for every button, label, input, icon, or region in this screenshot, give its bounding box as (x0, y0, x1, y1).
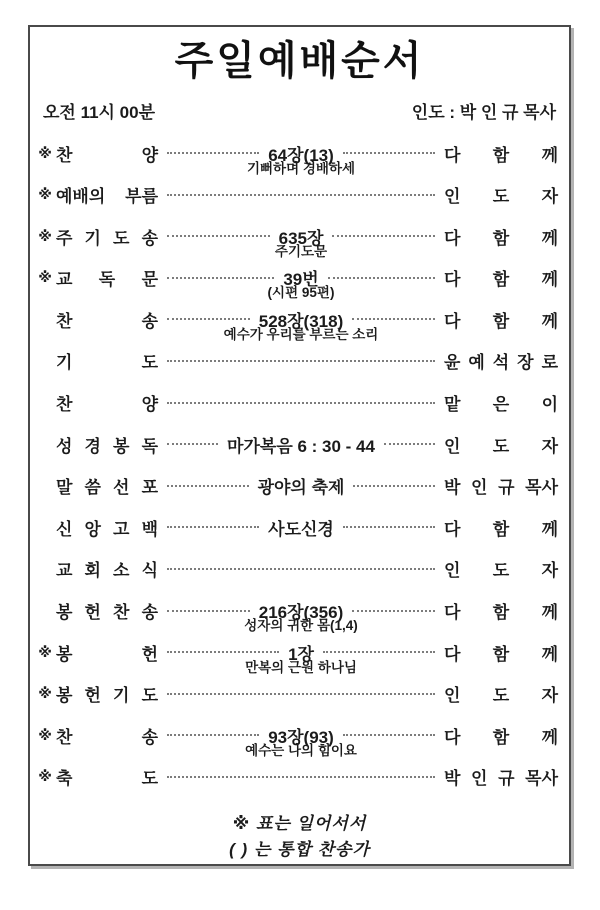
dotted-leader (352, 600, 435, 612)
service-item-label: 찬 양 (56, 145, 158, 165)
bulletin-header (30, 99, 569, 121)
hymn-title: 기뻐하며 경배하세 (246, 160, 356, 176)
hymn-number: 93장(93) (268, 727, 334, 747)
service-row-benediction (34, 765, 558, 789)
hymn-title: 성자의 귀한 몸(1,4) (244, 618, 358, 634)
dotted-leader (167, 766, 435, 778)
hymn-title: 예수는 나의 힘이요 (245, 742, 357, 758)
service-item-person: 인 도 자 (444, 686, 558, 706)
service-row-offering-prayer (34, 682, 558, 706)
hymn-number: 216장(356) (258, 603, 344, 623)
service-item-person: 다 함 께 (444, 228, 559, 248)
service-row-responsive-reading (34, 266, 558, 301)
service-item-person: 다 함 께 (444, 603, 559, 623)
service-leader: 인도 : 박 인 규 목사 (411, 102, 556, 122)
service-row-call-to-worship (34, 183, 558, 207)
dotted-leader (167, 350, 435, 362)
hymn-number: 528장(318) (258, 311, 344, 331)
sermon-title: 광야의 축제 (257, 478, 345, 498)
service-item-label: 봉 헌 찬 송 (56, 603, 158, 623)
service-row-hymn1 (34, 307, 559, 342)
service-row-sermon (34, 474, 558, 498)
dotted-leader (343, 142, 435, 154)
service-item-person: 인 도 자 (444, 187, 558, 207)
service-item-label: 축 도 (56, 769, 158, 789)
dotted-leader (167, 683, 435, 695)
service-row-doxology (34, 640, 559, 675)
service-item-detail (274, 224, 328, 259)
service-item-label: 주 기 도 송 (56, 228, 158, 248)
dotted-leader (332, 225, 435, 237)
dotted-leader (167, 600, 250, 612)
dotted-leader (167, 724, 259, 736)
service-item-detail (267, 265, 335, 301)
service-row-hymn2 (34, 723, 559, 758)
hymn-title: 주기도문 (274, 243, 328, 259)
service-item-person: 박 인 규 목사 (444, 769, 558, 789)
service-time: 오전 11시 00분 (43, 102, 156, 122)
stand-mark: ※ (38, 685, 52, 702)
service-item-detail (244, 598, 358, 634)
service-item-label: 신 앙 고 백 (56, 519, 158, 539)
service-item-person: 박 인 규 목사 (444, 478, 558, 498)
hymn-number: 64장(13) (268, 145, 334, 165)
dotted-leader (167, 558, 435, 570)
service-row-lords-prayer-song (34, 224, 559, 259)
service-item-person: 맡 은 이 (444, 395, 558, 415)
dotted-leader (167, 641, 279, 653)
dotted-leader (384, 433, 435, 445)
hymn-title: 예수가 우리를 부르는 소리 (223, 326, 379, 342)
service-item-person: 다 함 께 (444, 270, 558, 290)
stand-mark: ※ (38, 144, 52, 161)
scripture-reference: 마가복음 6 : 30 - 44 (227, 436, 375, 456)
service-item-detail (245, 640, 357, 675)
service-item-person: 인 도 자 (444, 561, 558, 581)
service-item-person: 인 도 자 (444, 436, 558, 456)
service-item-label: 기 도 (56, 353, 158, 373)
footnotes (30, 811, 569, 863)
reading-reference: (시편 95편) (267, 285, 335, 301)
page-title: 주일예배순서 (174, 39, 425, 83)
service-item-detail (246, 141, 356, 176)
service-item-label: 봉 헌 기 도 (56, 686, 158, 706)
service-item-person: 다 함 께 (444, 145, 559, 165)
hymn-number: 635장 (278, 228, 324, 248)
footnote-hymnal: ( ) 는 통합 찬송가 (229, 840, 370, 859)
dotted-leader (167, 475, 249, 487)
service-item-person: 다 함 께 (444, 311, 559, 331)
service-item-detail (258, 473, 345, 498)
service-row-confession-of-faith (34, 515, 558, 539)
service-row-church-news (34, 557, 558, 581)
stand-mark: ※ (38, 227, 52, 244)
stand-mark: ※ (38, 269, 52, 286)
service-item-person: 다 함 께 (444, 727, 559, 747)
service-row-praise1 (34, 141, 559, 176)
service-item-person: 윤 예 석 장 로 (444, 353, 558, 373)
service-item-label: 성 경 봉 독 (56, 436, 158, 456)
dotted-leader (167, 433, 218, 445)
service-item-person: 다 함 께 (444, 519, 559, 539)
service-item-detail (245, 723, 357, 758)
stand-mark: ※ (38, 726, 52, 743)
service-item-label: 교 독 문 (56, 270, 158, 290)
service-item-person: 다 함 께 (444, 644, 559, 664)
dotted-leader (352, 308, 435, 320)
service-item-label: 봉 헌 (56, 644, 158, 664)
service-item-label: 예배의 부름 (56, 187, 158, 207)
hymn-number: 1장 (288, 644, 314, 664)
dotted-leader (343, 516, 435, 528)
dotted-leader (167, 225, 270, 237)
dotted-leader (167, 392, 435, 404)
dotted-leader (167, 516, 259, 528)
creed-name: 사도신경 (268, 519, 334, 539)
service-row-offering-hymn (34, 599, 559, 634)
service-item-detail (227, 432, 375, 457)
dotted-leader (167, 308, 250, 320)
footnote-standing: ※ 표는 일어서서 (232, 814, 367, 833)
service-item-label: 교 회 소 식 (56, 561, 158, 581)
reading-number: 39번 (283, 270, 319, 290)
stand-mark: ※ (38, 186, 52, 203)
dotted-leader (343, 724, 435, 736)
dotted-leader (167, 142, 259, 154)
dotted-leader (353, 475, 435, 487)
service-item-detail (223, 307, 379, 342)
bulletin-sheet (28, 25, 571, 866)
service-row-scripture-reading (34, 432, 558, 456)
service-item-label: 말 씀 선 포 (56, 478, 158, 498)
service-row-praise2 (34, 391, 558, 415)
dotted-leader (167, 267, 274, 279)
stand-mark: ※ (38, 768, 52, 785)
service-item-label: 찬 송 (56, 311, 158, 331)
service-item-label: 찬 송 (56, 727, 158, 747)
stand-mark: ※ (38, 643, 52, 660)
service-order-list (30, 141, 569, 789)
service-item-label: 찬 양 (56, 395, 158, 415)
service-row-prayer (34, 349, 558, 373)
dotted-leader (167, 184, 435, 196)
service-item-detail (268, 515, 334, 540)
hymn-title: 만복의 근원 하나님 (245, 659, 357, 675)
dotted-leader (323, 641, 435, 653)
dotted-leader (328, 267, 435, 279)
